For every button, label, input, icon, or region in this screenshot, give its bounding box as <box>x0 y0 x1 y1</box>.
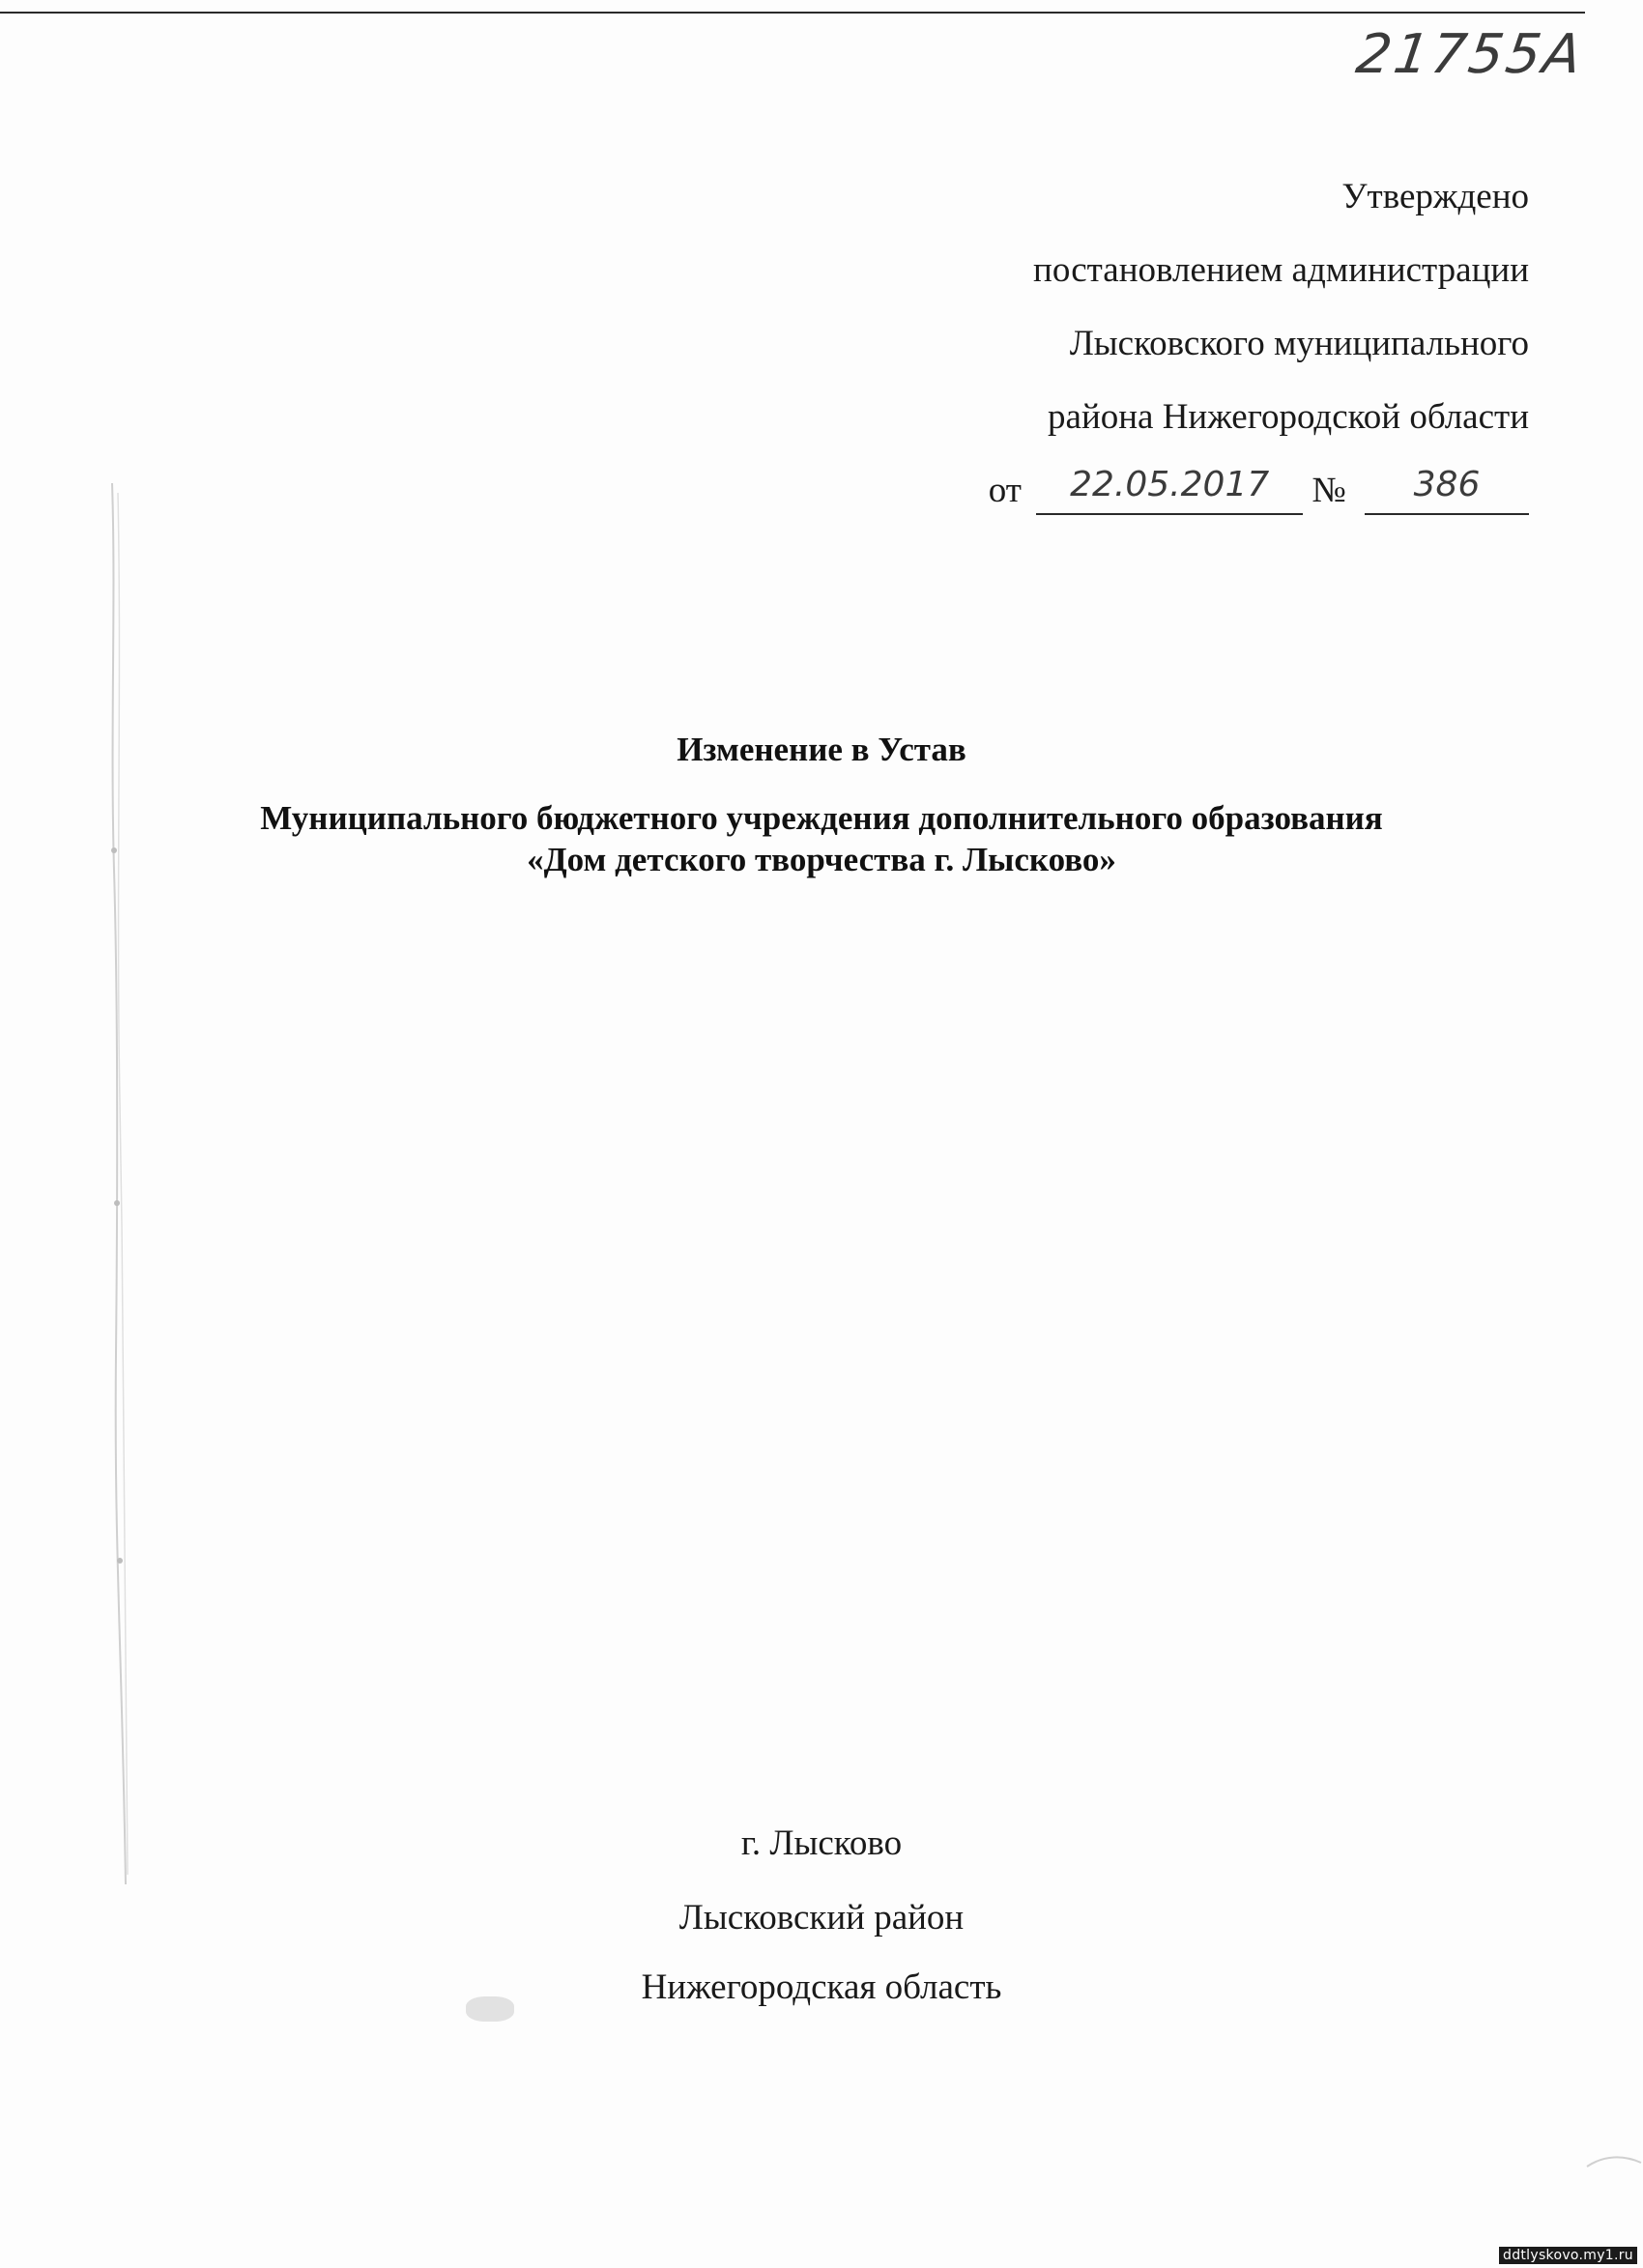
site-watermark: ddtlyskovo.my1.ru <box>1499 2247 1637 2264</box>
approval-line-4: района Нижегородской области <box>1048 397 1529 437</box>
top-rule <box>0 12 1585 14</box>
approval-date-line <box>989 454 1529 528</box>
date-field <box>1036 465 1303 515</box>
place-city: г. Лысково <box>740 1823 903 1863</box>
place-district: Лысковский район <box>678 1898 965 1938</box>
handwritten-archive-number: 21755А <box>1351 23 1588 86</box>
approval-line-3: Лысковского муниципального <box>1069 324 1529 363</box>
corner-scratch-icon <box>1585 2149 1643 2172</box>
binding-thread-icon <box>93 483 141 1884</box>
place-region: Нижегородская область <box>641 1967 1002 2007</box>
handwritten-date: 22.05.2017 <box>1070 465 1270 504</box>
ink-smudge <box>466 1996 514 2022</box>
approval-line-1: Утверждено <box>1341 177 1529 216</box>
date-prefix: от <box>988 471 1022 510</box>
organization-name-line-2: «Дом детского творчества г. Лысково» <box>527 841 1116 878</box>
handwritten-number: 386 <box>1413 465 1481 504</box>
approval-block <box>989 160 1529 528</box>
organization-name-line-1: Муниципального бюджетного учреждения дополнительного образования <box>260 799 1383 837</box>
document-title: Изменение в Устав <box>677 731 966 768</box>
number-field <box>1365 465 1529 515</box>
number-prefix: № <box>1312 471 1346 510</box>
approval-line-2: постановлением администрации <box>1033 250 1529 290</box>
